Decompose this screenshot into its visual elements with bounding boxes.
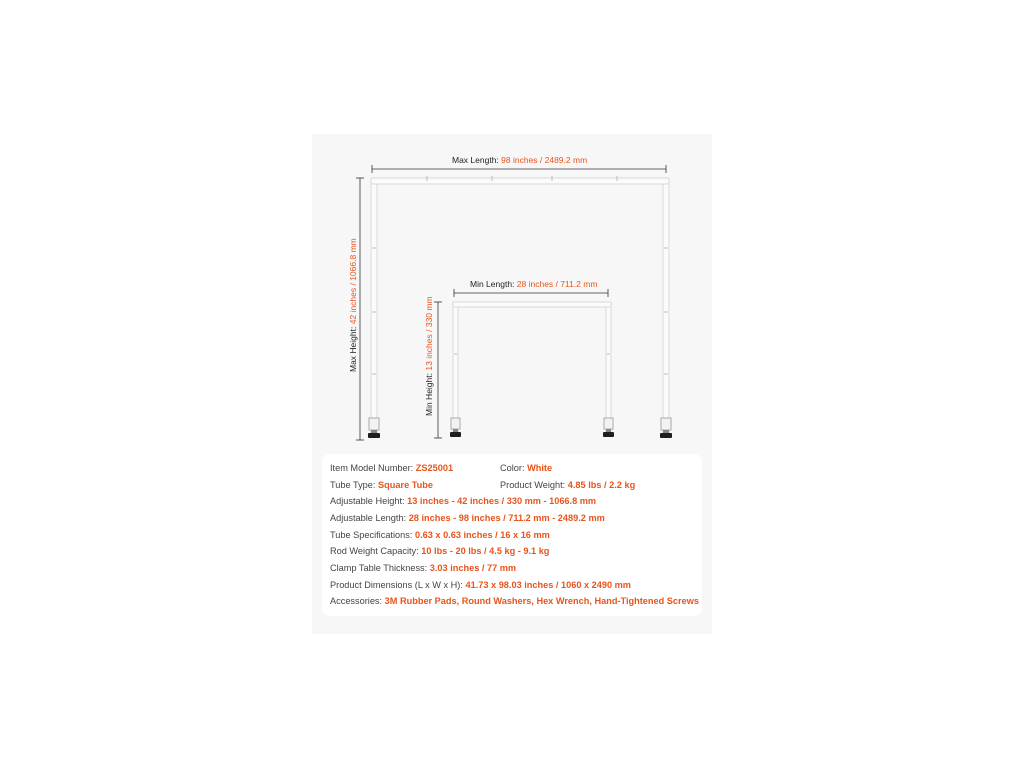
max-height-label: Max Height: 42 inches / 1066.8 mm — [348, 238, 358, 372]
product-card — [312, 134, 712, 634]
spec-adjustable-length: Adjustable Length: 28 inches - 98 inches / 711.2 mm - 2489.2 mm — [330, 513, 605, 523]
min-height-dimension-line — [434, 302, 442, 438]
spec-adjustable-height: Adjustable Height: 13 inches - 42 inches / 330 mm - 1066.8 mm — [330, 496, 597, 506]
min-length-label: Min Length: 28 inches / 711.2 mm — [470, 279, 598, 289]
min-length-dimension-line — [454, 289, 608, 297]
spec-color: Color: White — [500, 463, 553, 473]
specs-panel — [322, 454, 702, 616]
max-length-dimension-line — [372, 165, 666, 173]
spec-product-dimensions: Product Dimensions (L x W x H): 41.73 x 98.03 inches / 1060 x 2490 mm — [330, 580, 631, 590]
max-length-label: Max Length: 98 inches / 2489.2 mm — [452, 155, 588, 165]
spec-accessories: Accessories: 3M Rubber Pads, Round Washers, Hex Wrench, Hand-Tightened Screws — [330, 596, 699, 606]
spec-clamp-table-thickness: Clamp Table Thickness: 3.03 inches / 77 mm — [330, 563, 517, 573]
min-height-label: Min Height: 13 inches / 330 mm — [424, 296, 434, 416]
small-clamp-left — [450, 418, 461, 437]
spec-weight: Product Weight: 4.85 lbs / 2.2 kg — [500, 480, 636, 490]
spec-model: Item Model Number: ZS25001 — [330, 463, 454, 473]
spec-tube-specifications: Tube Specifications: 0.63 x 0.63 inches / 16 x 16 mm — [330, 530, 550, 540]
large-clamp-right — [660, 418, 672, 438]
spec-tube-type: Tube Type: Square Tube — [330, 480, 433, 490]
frame-diagram — [312, 134, 712, 454]
large-frame-joints — [372, 176, 668, 374]
large-clamp-left — [368, 418, 380, 438]
spec-rod-weight-capacity: Rod Weight Capacity: 10 lbs - 20 lbs / 4.5 kg - 9.1 kg — [330, 546, 550, 556]
small-frame — [453, 302, 611, 433]
small-clamp-right — [603, 418, 614, 437]
